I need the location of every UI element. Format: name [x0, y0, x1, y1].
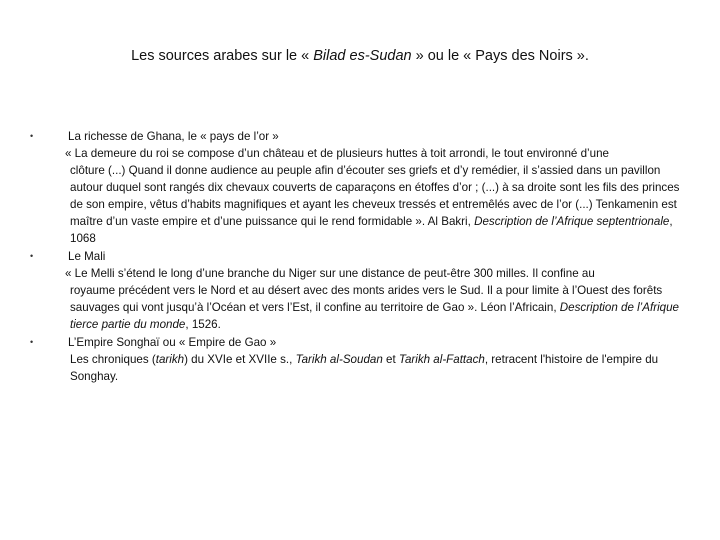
source-title: Description de l’Afrique tierce partie du monde: [70, 301, 679, 331]
title-suffix: » ou le « Pays des Noirs ».: [411, 48, 589, 64]
bullet-ghana: [30, 128, 680, 145]
source-title: Description de l’Afrique septentrionale: [474, 215, 670, 228]
text-part: ) du XVIe et XVIIe s.,: [184, 353, 296, 366]
text-part: Les chroniques (: [70, 353, 156, 366]
bullet-marker: •: [30, 131, 34, 141]
section-mali: [30, 248, 680, 333]
title-italic: Bilad es-Sudan: [313, 48, 412, 64]
quote-text: royaume précédent vers le Nord et au désert avec des monts arides vers le Sud. Il a pour limite à l’Ouest des forêts sauvages qui vont jusqu’à l’Océan et vers l’Est, il confine au territoire de Gao ». Léon l’Africain,: [70, 284, 663, 314]
slide-content: [30, 128, 680, 386]
slide-title: [0, 48, 720, 64]
section-songhai: [30, 334, 680, 385]
source-date: , 1526.: [185, 318, 221, 331]
quote-text: clôture (...) Quand il donne audience au peuple afin d’écouter ses griefs et d’y remédier, il s’assied dans un pavillon autour duquel sont rangés dix chevaux couverts de caparaçons en étoffes d’or ; (...) à sa droite sont les fils des princes de son empire, vêtus d’habits magnifiques et ayant les cheveux tressés et entremêlés avec de l’or (...) Tenkamenin est maître d’un vaste empire et d’une puissance qui le rend formidable ». Al Bakri,: [70, 164, 680, 228]
section-heading: Le Mali: [68, 250, 106, 263]
bullet-marker: •: [30, 251, 34, 261]
section-ghana: [30, 128, 680, 247]
section-text: [30, 351, 680, 385]
bullet-mali: [30, 248, 680, 265]
text-part: et: [382, 353, 399, 366]
bullet-songhai: [30, 334, 680, 351]
bullet-marker: •: [30, 337, 34, 347]
text-part: , retracent l'histoire de l'empire du Songhay.: [70, 353, 659, 383]
section-heading: L’Empire Songhaï ou « Empire de Gao »: [68, 336, 277, 349]
section-heading: La richesse de Ghana, le « pays de l’or »: [68, 130, 279, 143]
text-italic: tarikh: [155, 353, 185, 366]
text-italic: Tarikh al-Fattach: [398, 353, 485, 366]
text-italic: Tarikh al-Soudan: [295, 353, 383, 366]
quote-first-line: « Le Melli s’étend le long d’une branche du Niger sur une distance de peut-être 300 milles. Il confine au: [65, 267, 595, 280]
quote-first-line: « La demeure du roi se compose d’un château et de plusieurs huttes à toit arrondi, le tout environné d’une: [65, 147, 609, 160]
quote-body: [30, 162, 680, 247]
title-prefix: Les sources arabes sur le «: [131, 48, 314, 64]
quote-body: [30, 282, 680, 333]
source-date: , 1068: [70, 215, 673, 245]
